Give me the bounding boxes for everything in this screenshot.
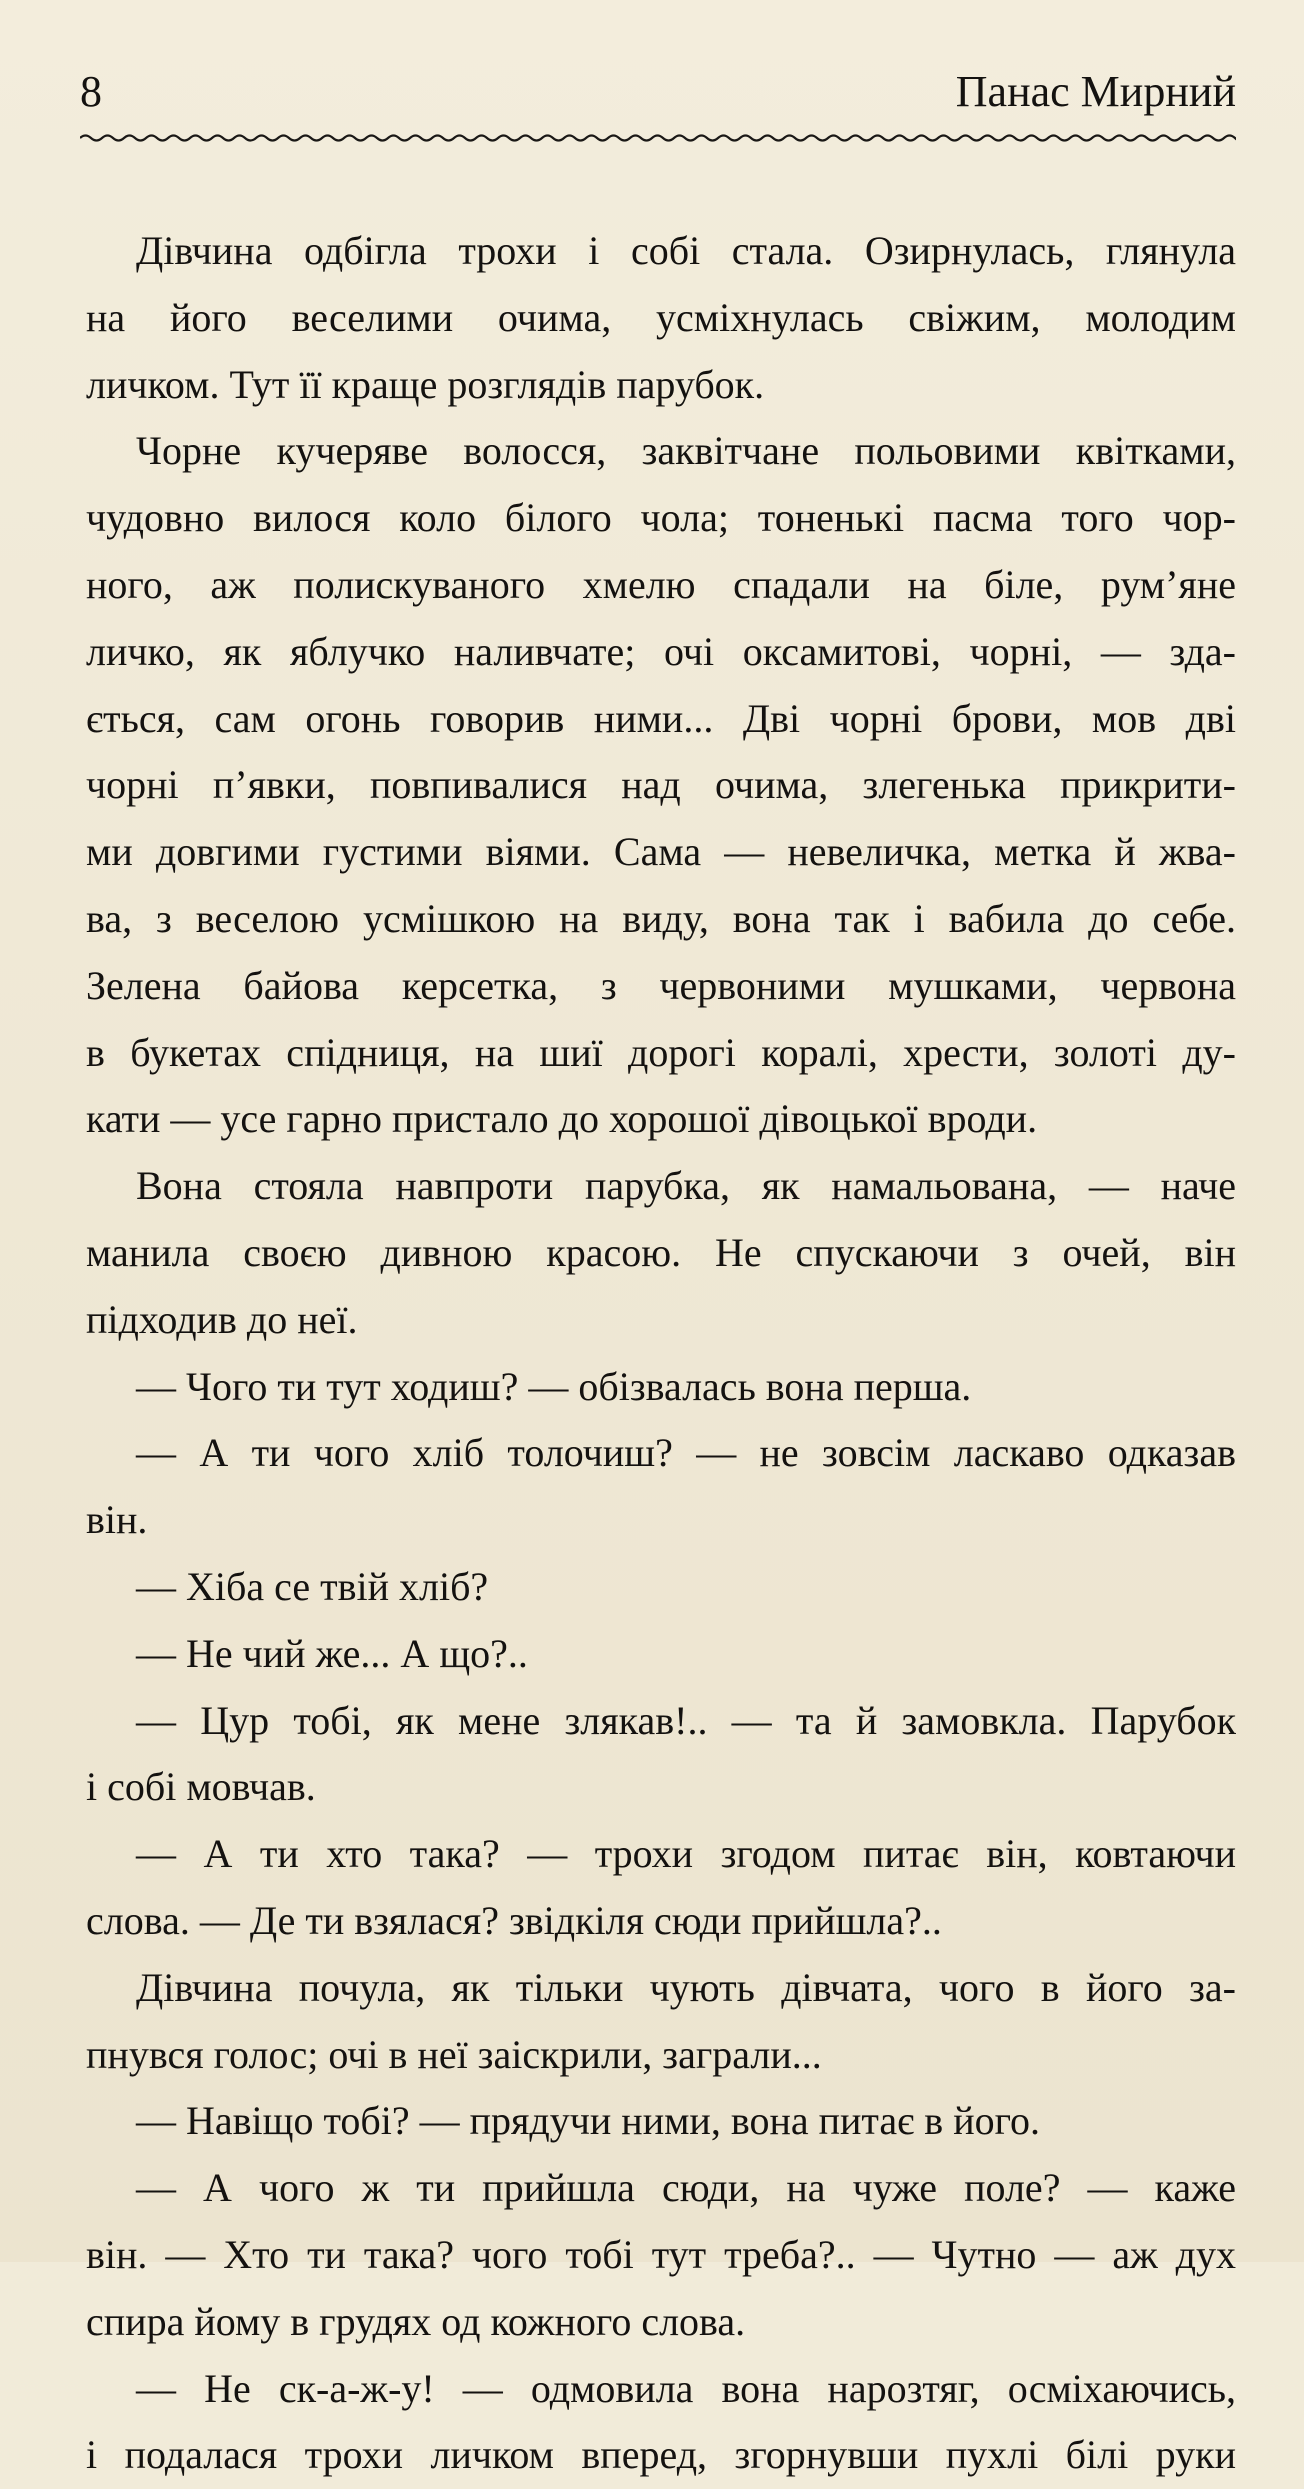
text-line: личко, як яблучко наливчате; очі оксамитові, чорні, — зда- (86, 628, 1236, 674)
text-line: ного, аж полискуваного хмелю спадали на біле, рум’яне (86, 561, 1236, 607)
text-line: і собі мовчав. (86, 1764, 316, 1810)
wavy-line-ornament-icon (80, 126, 1236, 150)
text-line: — Не чий же... А що?.. (136, 1630, 528, 1676)
text-line: — Чого ти тут ходиш? — обізвалась вона перша. (136, 1363, 972, 1409)
text-line: ється, сам огонь говорив ними... Дві чорні брови, мов дві (86, 695, 1236, 741)
text-line: — Цур тобі, як мене злякав!.. — та й замовкла. Парубок (136, 1697, 1236, 1743)
text-line: Чорне кучеряве волосся, заквітчане польовими квітками, (136, 428, 1236, 474)
text-line: Зелена байова керсетка, з червоними мушками, червона (86, 962, 1236, 1008)
text-line: Дівчина почула, як тільки чують дівчата, чого в його за- (136, 1964, 1236, 2010)
text-line: ми довгими густими віями. Сама — невеличка, метка й жва- (86, 829, 1236, 875)
body-text (86, 218, 1236, 2489)
text-line: підходив до неї. (86, 1296, 358, 1342)
text-line: чорні п’явки, повпивалися над очима, злегенька прикрити- (86, 762, 1236, 808)
text-line: він. (86, 1497, 148, 1543)
text-line: — Хіба се твій хліб? (136, 1563, 489, 1609)
text-line: ва, з веселою усмішкою на виду, вона так і вабила до себе. (86, 895, 1236, 941)
text-line: чудовно вилося коло білого чола; тоненькі пасма того чор- (86, 495, 1236, 541)
text-line: Вона стояла навпроти парубка, як намальована, — наче (136, 1163, 1236, 1209)
text-line: на його веселими очима, усміхнулась свіжим, молодим (86, 294, 1236, 340)
text-line: — Навіщо тобі? — прядучи ними, вона питає в його. (136, 2098, 1041, 2144)
text-line: личком. Тут її краще розглядів парубок. (86, 361, 765, 407)
text-line: і подалася трохи личком вперед, згорнувши пухлі білі руки (86, 2432, 1236, 2478)
running-head-author: Панас Мирний (955, 67, 1236, 116)
text-line: — А ти чого хліб толочиш? — не зовсім ласкаво одказав (136, 1430, 1236, 1476)
text-line: слова. — Де ти взялася? звідкіля сюди прийшла?.. (86, 1897, 942, 1943)
text-line: кати — усе гарно пристало до хорошої дівоцької вроди. (86, 1096, 1038, 1142)
text-line: пнувся голос; очі в неї заіскрили, заграли... (86, 2031, 822, 2077)
text-line: в букетах спідниця, на шиї дорогі коралі, хрести, золоті ду- (86, 1029, 1236, 1075)
text-line: він. — Хто ти така? чого тобі тут треба?.. — Чутно — аж дух (86, 2231, 1236, 2277)
text-line: спира йому в грудях од кожного слова. (86, 2298, 746, 2344)
page-header (80, 62, 1236, 122)
page-number: 8 (80, 67, 102, 116)
text-line: — А ти хто така? — трохи згодом питає він, ковтаючи (136, 1831, 1236, 1877)
text-line: манила своєю дивною красою. Не спускаючи з очей, він (86, 1229, 1236, 1275)
text-line: — Не ск-а-ж-у! — одмовила вона нарозтяг, осміхаючись, (136, 2365, 1236, 2411)
text-line: Дівчина одбігла трохи і собі стала. Озирнулась, глянула (136, 228, 1236, 273)
text-line: — А чого ж ти прийшла сюди, на чуже поле? — каже (136, 2165, 1236, 2211)
